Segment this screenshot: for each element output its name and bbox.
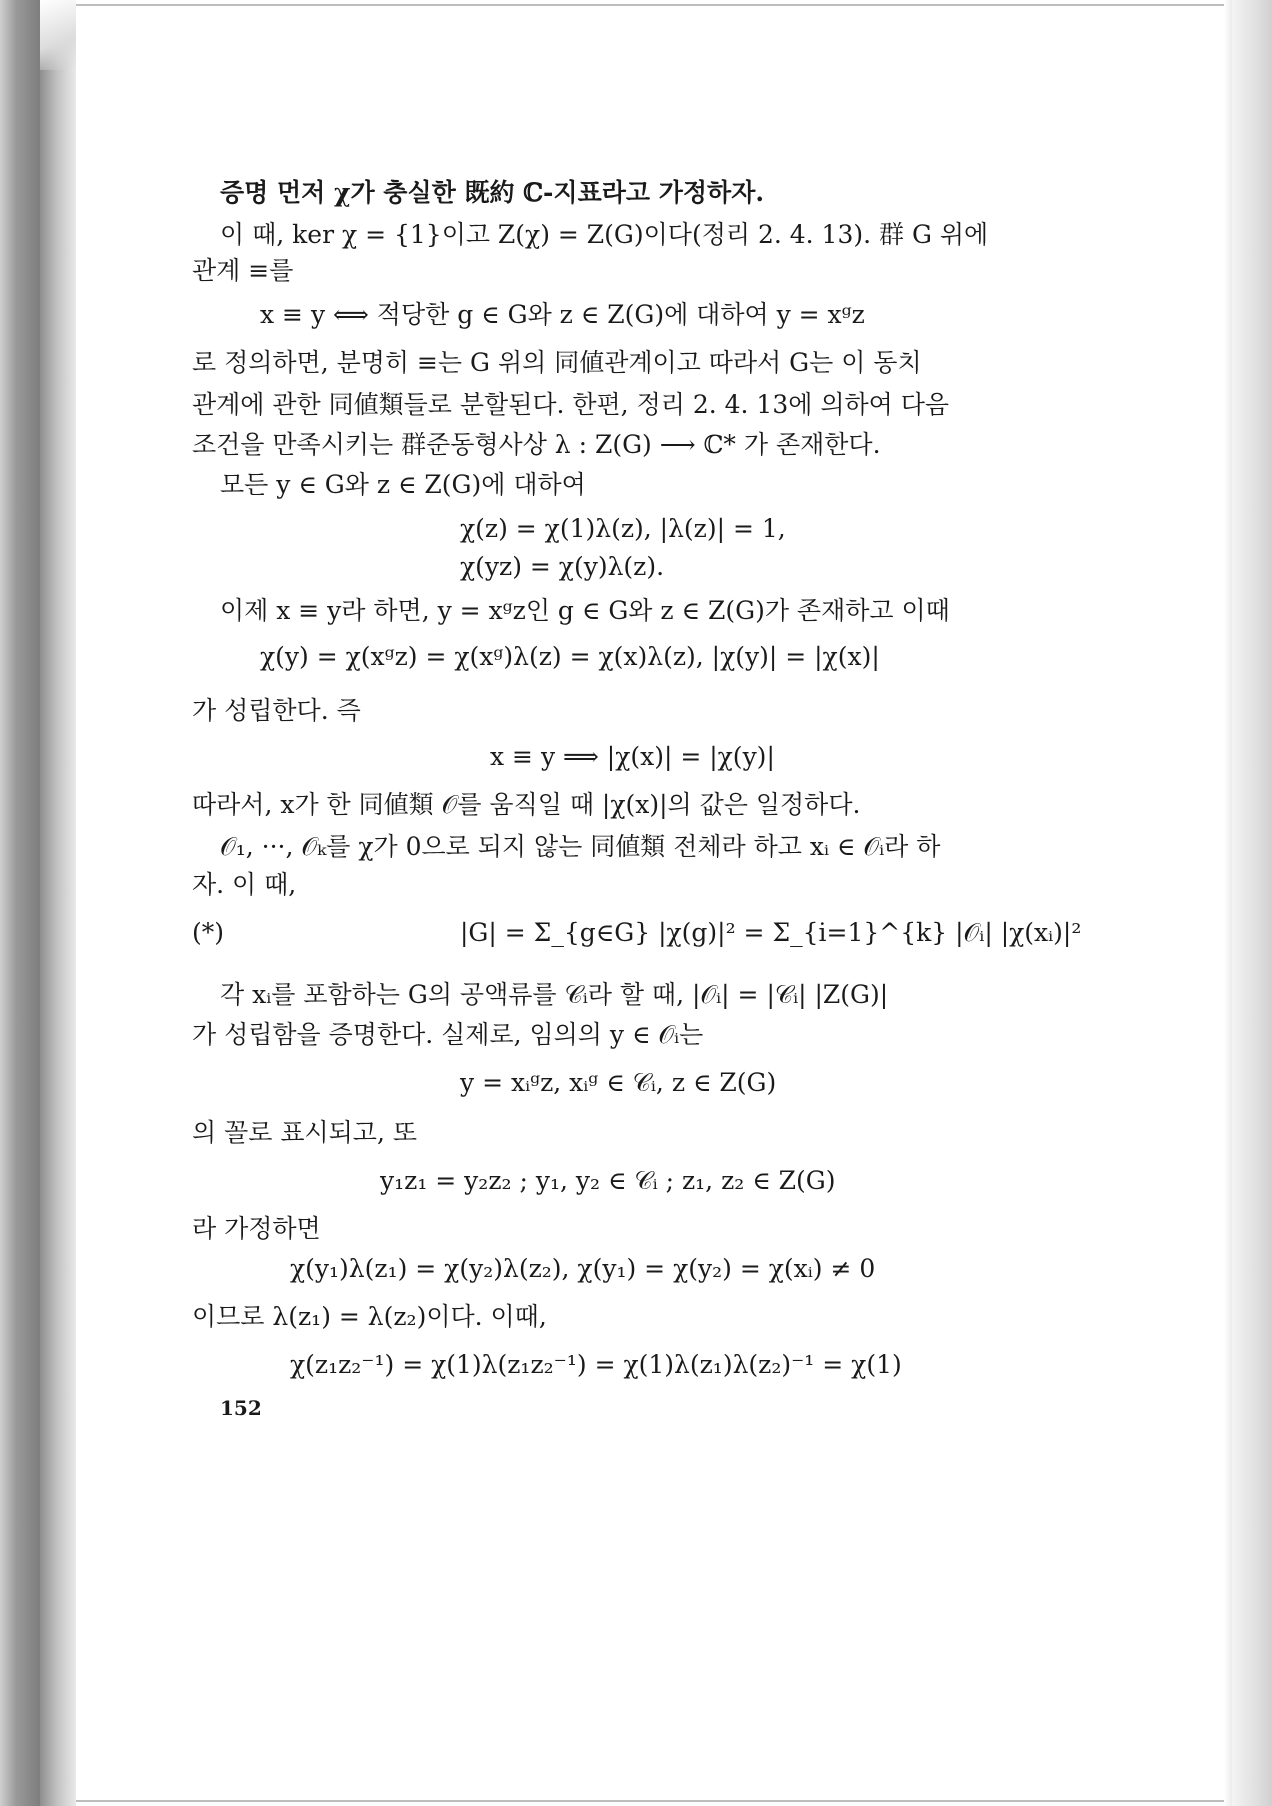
text-line: 각 xᵢ를 포함하는 G의 공액류를 𝒞ᵢ라 할 때, |𝒪ᵢ| = |𝒞ᵢ| |Z(G)| — [220, 980, 889, 1009]
equation-line: x ≡ y ⟹ |χ(x)| = |χ(y)| — [490, 742, 775, 771]
equation-line: y₁z₁ = y₂z₂ ; y₁, y₂ ∈ 𝒞ᵢ ; z₁, z₂ ∈ Z(G) — [380, 1166, 836, 1195]
equation-tag: (*) — [192, 918, 225, 947]
text-line: 가 성립함을 증명한다. 실제로, 임의의 y ∈ 𝒪ᵢ는 — [192, 1020, 704, 1049]
text-line: 이므로 λ(z₁) = λ(z₂)이다. 이때, — [192, 1302, 547, 1331]
text-line: 𝒪₁, ···, 𝒪ₖ를 χ가 0으로 되지 않는 同値類 전체라 하고 xᵢ ∈ 𝒪ᵢ라 하 — [220, 832, 941, 861]
text-line: 이 때, ker χ = {1}이고 Z(χ) = Z(G)이다(정리 2. 4. 13). 群 G 위에 — [220, 220, 989, 249]
text-line: 모든 y ∈ G와 z ∈ Z(G)에 대하여 — [220, 470, 586, 499]
page-edge — [1232, 0, 1272, 1806]
equation-line: χ(z) = χ(1)λ(z), |λ(z)| = 1, — [460, 514, 786, 543]
text-line: 라 가정하면 — [192, 1214, 321, 1243]
text-line: 가 성립한다. 즉 — [192, 696, 361, 725]
book-spine — [0, 0, 40, 1806]
equation-line: χ(z₁z₂⁻¹) = χ(1)λ(z₁z₂⁻¹) = χ(1)λ(z₁)λ(z₂)⁻¹ = χ(1) — [290, 1350, 902, 1379]
equation-starred: |G| = Σ_{g∈G} |χ(g)|² = Σ_{i=1}^{k} |𝒪ᵢ| |χ(xᵢ)|² — [460, 918, 1082, 947]
text-line: 관계 ≡를 — [192, 256, 294, 285]
text-line: 의 꼴로 표시되고, 또 — [192, 1118, 417, 1147]
text-line: 따라서, x가 한 同値類 𝒪를 움직일 때 |χ(x)|의 값은 일정하다. — [192, 790, 861, 819]
equation-line: y = xᵢᵍz, xᵢᵍ ∈ 𝒞ᵢ, z ∈ Z(G) — [460, 1068, 777, 1097]
spine-highlight — [40, 0, 76, 70]
page-body — [192, 0, 1110, 1806]
text-line: 조건을 만족시키는 群준동형사상 λ : Z(G) ⟶ ℂ* 가 존재한다. — [192, 430, 881, 459]
equation-line: χ(y₁)λ(z₁) = χ(y₂)λ(z₂), χ(y₁) = χ(y₂) = χ(xᵢ) ≠ 0 — [290, 1254, 876, 1283]
equation-line: χ(y) = χ(xᵍz) = χ(xᵍ)λ(z) = χ(x)λ(z), |χ(y)| = |χ(x)| — [260, 642, 880, 671]
text-line: 관계에 관한 同値類들로 분할된다. 한편, 정리 2. 4. 13에 의하여 다음 — [192, 390, 950, 419]
equation-relation: x ≡ y ⟺ 적당한 g ∈ G와 z ∈ Z(G)에 대하여 y = xᵍz — [260, 300, 865, 329]
page-curl — [40, 0, 76, 1806]
page-number: 152 — [220, 1396, 262, 1420]
equation-line: χ(yz) = χ(y)λ(z). — [460, 552, 665, 581]
text-line: 이제 x ≡ y라 하면, y = xᵍz인 g ∈ G와 z ∈ Z(G)가 존재하고 이때 — [220, 596, 950, 625]
page-shadow — [1224, 0, 1232, 1806]
text-line: 자. 이 때, — [192, 870, 297, 899]
proof-heading-line: 증명 먼저 χ가 충실한 既約 ℂ-지표라고 가정하자. — [220, 178, 765, 207]
text-line: 로 정의하면, 분명히 ≡는 G 위의 同値관계이고 따라서 G는 이 동치 — [192, 348, 922, 377]
